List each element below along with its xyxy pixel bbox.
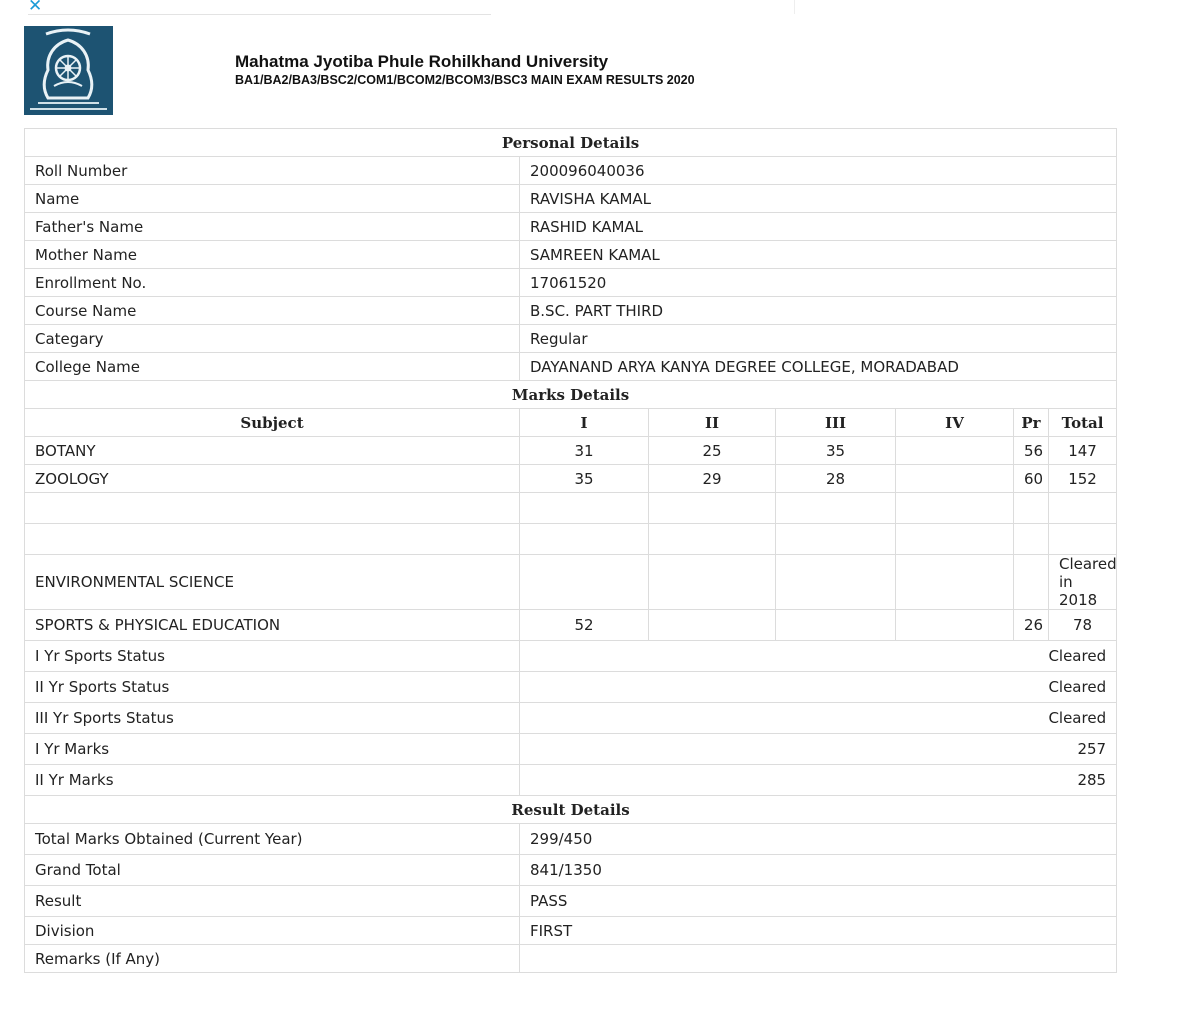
result-details-heading: Result Details [25, 796, 1117, 824]
subject-name [25, 524, 520, 555]
subject-name: BOTANY [25, 437, 520, 465]
field-label: Enrollment No. [25, 269, 520, 297]
mark-i: 52 [520, 610, 649, 641]
mark-iii: 35 [776, 437, 896, 465]
mark-pr [1014, 524, 1049, 555]
result-row [25, 824, 1117, 855]
status-value: Cleared [520, 641, 1117, 672]
field-value: Regular [520, 325, 1117, 353]
result-table [24, 128, 1117, 973]
mark-iv [896, 610, 1014, 641]
result-label: Division [25, 917, 520, 945]
subject-name: ENVIRONMENTAL SCIENCE [25, 555, 520, 610]
mark-pr: 56 [1014, 437, 1049, 465]
top-divider [28, 14, 491, 15]
mark-i [520, 524, 649, 555]
mark-i: 31 [520, 437, 649, 465]
field-value: DAYANAND ARYA KANYA DEGREE COLLEGE, MORADABAD [520, 353, 1117, 381]
result-row [25, 917, 1117, 945]
field-value: 200096040036 [520, 157, 1117, 185]
column-header: IV [896, 409, 1014, 437]
result-value: FIRST [520, 917, 1117, 945]
mark-pr: 26 [1014, 610, 1049, 641]
field-value: B.SC. PART THIRD [520, 297, 1117, 325]
mark-ii [649, 610, 776, 641]
result-value: 299/450 [520, 824, 1117, 855]
field-label: Mother Name [25, 241, 520, 269]
personal-row [25, 213, 1117, 241]
field-label: Course Name [25, 297, 520, 325]
mark-i: 35 [520, 465, 649, 493]
mark-ii: 25 [649, 437, 776, 465]
mark-i [520, 555, 649, 610]
mark-ii [649, 555, 776, 610]
status-label: I Yr Sports Status [25, 641, 520, 672]
mark-iv [896, 555, 1014, 610]
personal-row [25, 157, 1117, 185]
marks-row-empty [25, 493, 1117, 524]
university-seal-icon [24, 26, 113, 115]
field-value: SAMREEN KAMAL [520, 241, 1117, 269]
marks-row [25, 437, 1117, 465]
field-value: 17061520 [520, 269, 1117, 297]
result-row [25, 945, 1117, 973]
result-value [520, 945, 1117, 973]
personal-row [25, 353, 1117, 381]
mark-iii [776, 524, 896, 555]
status-row [25, 672, 1117, 703]
mark-i [520, 493, 649, 524]
marks-details-heading: Marks Details [25, 381, 1117, 409]
subject-name [25, 493, 520, 524]
university-logo [24, 26, 113, 115]
marks-row [25, 555, 1117, 610]
mark-pr [1014, 493, 1049, 524]
mark-iii: 28 [776, 465, 896, 493]
exam-title: BA1/BA2/BA3/BSC2/COM1/BCOM2/BCOM3/BSC3 MAIN EXAM RESULTS 2020 [235, 73, 695, 87]
status-value: 257 [520, 734, 1117, 765]
mark-total: 152 [1049, 465, 1117, 493]
section-header [25, 381, 1117, 409]
marks-row [25, 465, 1117, 493]
marks-row-empty [25, 524, 1117, 555]
result-row [25, 855, 1117, 886]
mark-pr [1014, 555, 1049, 610]
result-label: Result [25, 886, 520, 917]
mark-iii [776, 493, 896, 524]
mark-iv [896, 524, 1014, 555]
field-value: RASHID KAMAL [520, 213, 1117, 241]
mark-total: 78 [1049, 610, 1117, 641]
result-label: Grand Total [25, 855, 520, 886]
mark-ii [649, 493, 776, 524]
mark-iv [896, 493, 1014, 524]
mark-iii [776, 555, 896, 610]
field-label: Father's Name [25, 213, 520, 241]
field-value: RAVISHA KAMAL [520, 185, 1117, 213]
marks-header-row [25, 409, 1117, 437]
personal-details-heading: Personal Details [25, 129, 1117, 157]
personal-row [25, 241, 1117, 269]
close-icon[interactable]: ✕ [28, 0, 43, 16]
column-header: I [520, 409, 649, 437]
field-label: Categary [25, 325, 520, 353]
column-header: Total [1049, 409, 1117, 437]
section-header [25, 129, 1117, 157]
subject-name: ZOOLOGY [25, 465, 520, 493]
top-separator [794, 0, 795, 14]
status-label: II Yr Marks [25, 765, 520, 796]
personal-row [25, 325, 1117, 353]
status-label: I Yr Marks [25, 734, 520, 765]
result-label: Remarks (If Any) [25, 945, 520, 973]
subject-name: SPORTS & PHYSICAL EDUCATION [25, 610, 520, 641]
mark-iii [776, 610, 896, 641]
marks-row [25, 610, 1117, 641]
result-value: 841/1350 [520, 855, 1117, 886]
mark-ii [649, 524, 776, 555]
column-header: Subject [25, 409, 520, 437]
status-value: Cleared [520, 703, 1117, 734]
field-label: Name [25, 185, 520, 213]
mark-iv [896, 437, 1014, 465]
status-row [25, 641, 1117, 672]
status-row [25, 703, 1117, 734]
status-value: 285 [520, 765, 1117, 796]
mark-ii: 29 [649, 465, 776, 493]
result-value: PASS [520, 886, 1117, 917]
status-value: Cleared [520, 672, 1117, 703]
section-header [25, 796, 1117, 824]
column-header: II [649, 409, 776, 437]
mark-pr: 60 [1014, 465, 1049, 493]
personal-row [25, 297, 1117, 325]
mark-total [1049, 493, 1117, 524]
column-header: III [776, 409, 896, 437]
mark-total [1049, 524, 1117, 555]
status-label: II Yr Sports Status [25, 672, 520, 703]
status-label: III Yr Sports Status [25, 703, 520, 734]
field-label: College Name [25, 353, 520, 381]
mark-total: Cleared in 2018 [1049, 555, 1117, 610]
mark-iv [896, 465, 1014, 493]
top-bar [0, 0, 1181, 16]
result-row [25, 886, 1117, 917]
personal-row [25, 269, 1117, 297]
personal-row [25, 185, 1117, 213]
status-row [25, 765, 1117, 796]
field-label: Roll Number [25, 157, 520, 185]
column-header: Pr [1014, 409, 1049, 437]
university-name: Mahatma Jyotiba Phule Rohilkhand University [235, 52, 609, 71]
mark-total: 147 [1049, 437, 1117, 465]
result-label: Total Marks Obtained (Current Year) [25, 824, 520, 855]
status-row [25, 734, 1117, 765]
